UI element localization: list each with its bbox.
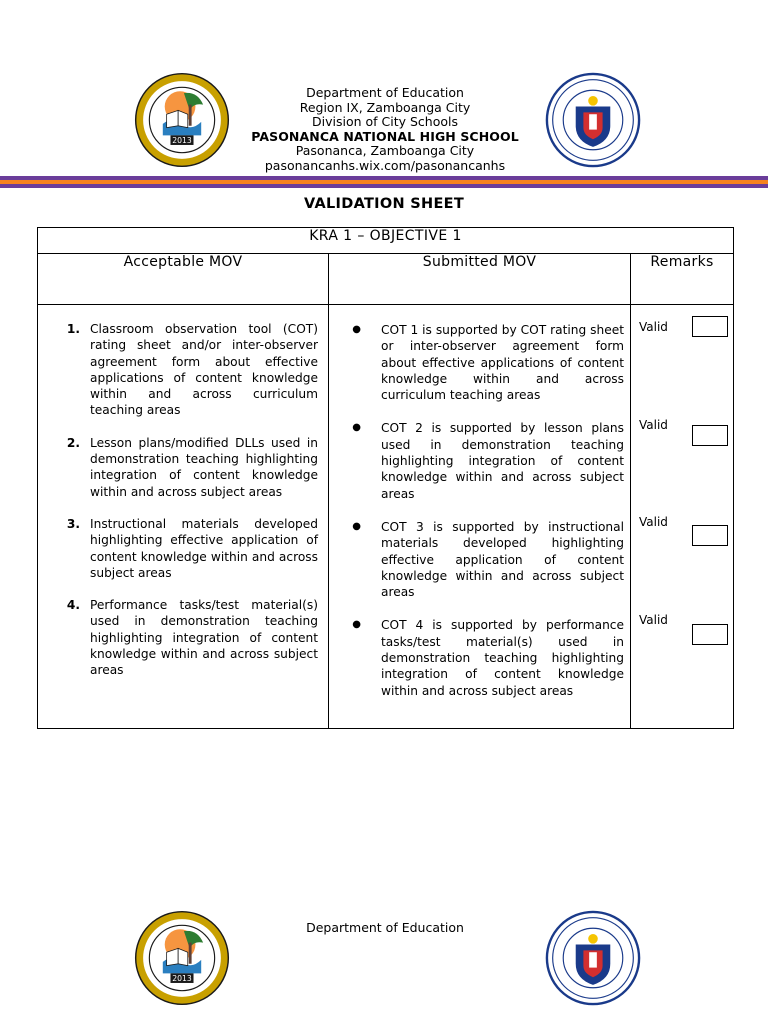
kra-label: KRA 1 – OBJECTIVE 1 [38, 228, 734, 254]
remark-label: Valid [639, 418, 668, 432]
school-name: PASONANCA NATIONAL HIGH SCHOOL [251, 128, 519, 144]
deped-logo [545, 910, 641, 1006]
submitted-mov-item: ● COT 1 is supported by COT rating sheet or inter-observer agreement form about effective applications of content knowledge within and across curriculum teaching areas [329, 322, 624, 403]
region-line: Region IX, Zamboanga City [299, 99, 471, 115]
footer-department: Department of Education [306, 920, 464, 935]
acceptable-mov-item: 2. Lesson plans/modified DLLs used in demonstration teaching highlighting integration of content knowledge within and across subject areas [66, 435, 318, 499]
document-title: VALIDATION SHEET [303, 196, 465, 212]
school-seal-icon [134, 910, 230, 1006]
remark-checkbox[interactable] [692, 425, 728, 446]
bullet-icon: ● [352, 422, 361, 434]
remark-label: Valid [639, 320, 668, 334]
remark-label: Valid [639, 515, 668, 529]
logo-year: 2013 [172, 136, 192, 146]
department-line: Department of Education [306, 85, 464, 100]
deped-seal-icon [545, 910, 641, 1006]
school-logo [134, 72, 230, 168]
acceptable-mov-item: 1. Classroom observation tool (COT) rating sheet and/or inter-observer agreement form about effective applications of content knowledge within and across curriculum teaching areas [66, 322, 318, 418]
deped-seal-icon [545, 72, 641, 168]
remarks-cell [631, 305, 734, 729]
logo-year: 2013 [172, 974, 192, 984]
submitted-mov-item: ● COT 4 is supported by performance tasks/test material(s) used in demonstration teaching highlighting integration of content knowledge within and across subject areas [329, 617, 624, 698]
col-header-remarks: Remarks [631, 254, 734, 305]
bullet-icon: ● [352, 520, 361, 532]
acceptable-mov-cell [38, 305, 329, 729]
header-stripe [0, 184, 768, 188]
submitted-mov-cell [329, 305, 631, 729]
remark-checkbox[interactable] [692, 525, 728, 546]
remark-checkbox[interactable] [692, 316, 728, 337]
remark-label: Valid [639, 613, 668, 627]
col-header-acceptable: Acceptable MOV [38, 254, 329, 305]
website-line: pasonancanhs.wix.com/pasonancanhs [264, 157, 506, 173]
address-line: Pasonanca, Zamboanga City [295, 143, 475, 158]
acceptable-mov-item: 4. Performance tasks/test material(s) used in demonstration teaching highlighting integration of content knowledge within and across subject areas [66, 598, 318, 678]
col-header-submitted: Submitted MOV [329, 254, 631, 305]
school-logo [134, 910, 230, 1006]
submitted-mov-item: ● COT 3 is supported by instructional materials developed highlighting effective application of content knowledge within and across subject areas [329, 519, 624, 600]
acceptable-mov-item: 3. Instructional materials developed highlighting effective application of content knowledge within and across subject areas [66, 516, 318, 580]
validation-table [37, 227, 734, 729]
division-line: Division of City Schools [311, 114, 458, 129]
remark-checkbox[interactable] [692, 624, 728, 645]
school-seal-icon [134, 72, 230, 168]
bullet-icon: ● [352, 324, 361, 335]
deped-logo [545, 72, 641, 168]
submitted-mov-item: ● COT 2 is supported by lesson plans used in demonstration teaching highlighting integration of content knowledge within and across subject areas [329, 420, 624, 501]
letterhead [230, 86, 540, 173]
bullet-icon: ● [352, 619, 361, 631]
